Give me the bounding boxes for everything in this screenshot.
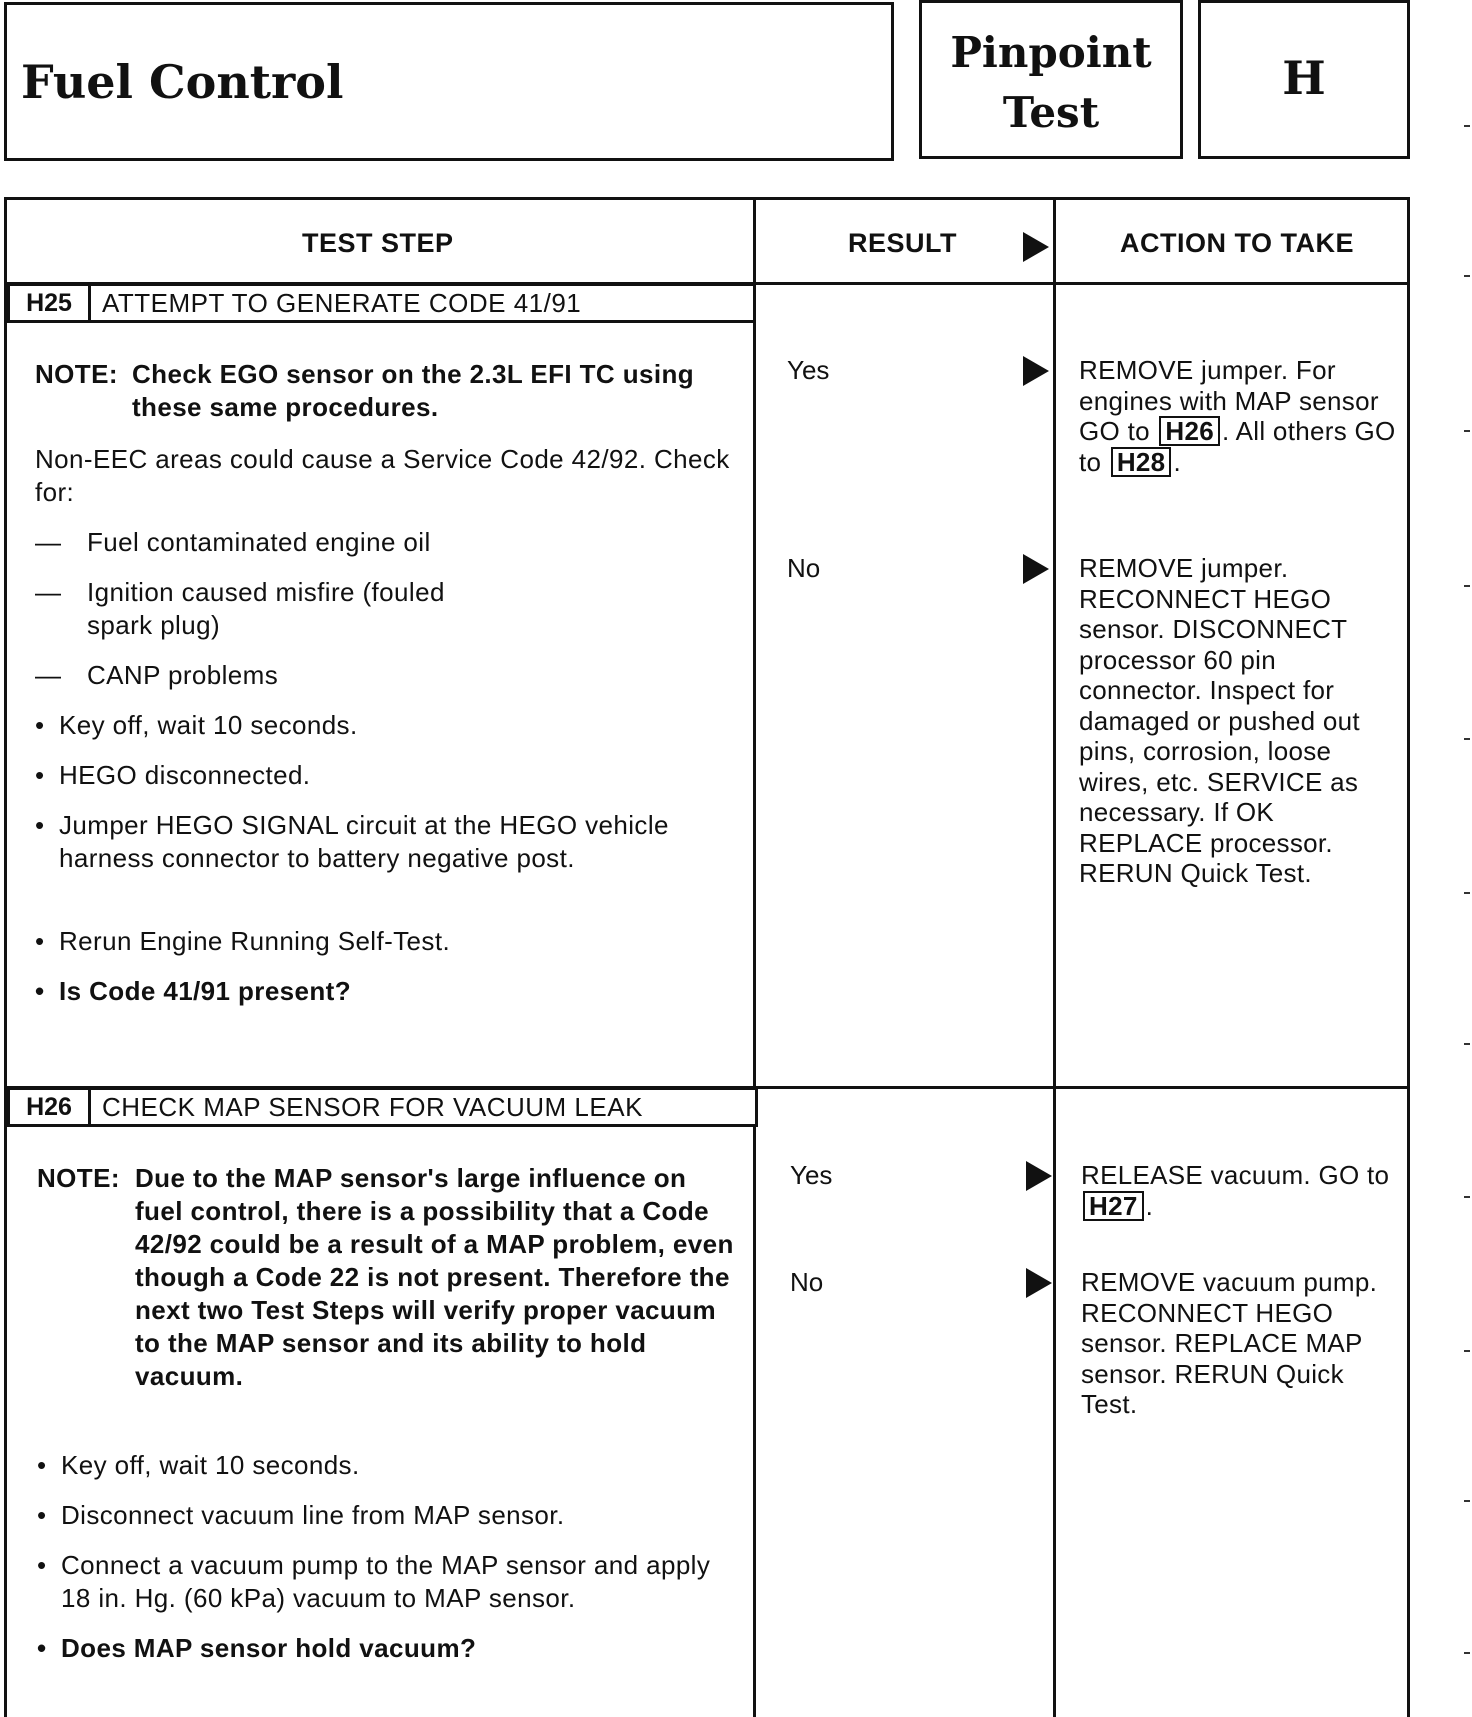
result-arrow-icon <box>1023 356 1049 386</box>
header-result: RESULT <box>848 228 957 258</box>
margin-tick <box>1464 1350 1470 1352</box>
step-title: CHECK MAP SENSOR FOR VACUUM LEAK <box>102 1092 643 1122</box>
page-title: Fuel Control <box>21 55 344 109</box>
margin-tick <box>1464 275 1470 277</box>
result-arrow-icon <box>1026 1161 1052 1191</box>
note-text: Due to the MAP sensor's large influence on fuel control, there is a possibility that a Code 42/92 could be a result of a MAP problem, even though a Code 22 is not present. Therefore the next two Test Steps will verify proper vacuum to the MAP sensor and its ability to hold vacuum. <box>135 1163 734 1391</box>
step-ref-h26: H26 <box>1159 416 1220 446</box>
pinpoint-label: Pinpoint Test <box>950 28 1152 137</box>
margin-tick <box>1464 892 1470 894</box>
margin-tick <box>1464 430 1470 432</box>
header-action: ACTION TO TAKE <box>1120 228 1354 258</box>
test-table: TEST STEP RESULT ACTION TO TAKE H25 ATTEMPT TO GENERATE CODE 41/91 NOTE: Check EGO sensor on the 2.3L EFI TC using these same procedures. Non-EEC areas could cause a Service Code 42/92. Check for: — Fuel contaminated engine oil — Ignition caused misfire (fouled spark plug) — CANP problems • Key off, wait 10 seconds. • HEGO disconnected. • Jumper HEGO SIGNAL circuit at the HEGO vehicle harness connector to battery negative post. • Rerun Engine Running Self-Test. • Is Code 41/91 present? Yes REMOVE jumper. For engines with MAP sensor GO to H26 . All others GO to H28 . No REMOVE jumper. RECONNECT HEGO sensor. DISCONNECT processor 60 pin connector. Inspect for damaged or pushed out pins, corrosion, loose wires, etc. SERVICE as necessary. If OK REPLACE processor. RERUN Quick Test. H26 CHECK MAP SENSOR FOR VACUUM LEAK NOTE: Due to the MAP sensor's large influence on fuel control, there is a possibility that a Code 42/92 could be a result of a MAP problem, even though a Code 22 is not present. Therefore the next two Test Steps will verify proper vacuum to the MAP sensor and its ability to hold vacuum. • Key off, wait 10 seconds. • Disconnect vacuum line from MAP sensor. • Connect a vacuum pump to the MAP sensor and apply 18 in. Hg. (60 kPa) vacuum to MAP sensor. • Does MAP sensor hold vacuum? Yes RELEASE vacuum. GO to H27 . No REMOVE vacuum pump. RECONNECT HEGO sensor. REPLACE MAP sensor. RERUN Quick Test. <box>4 197 1410 1717</box>
margin-tick <box>1464 125 1470 127</box>
result-yes: Yes <box>787 355 830 385</box>
margin-tick <box>1464 585 1470 587</box>
step-id: H26 <box>10 1090 91 1124</box>
result-arrow-icon <box>1023 554 1049 584</box>
action-yes: RELEASE vacuum. GO to H27 . <box>1081 1160 1390 1221</box>
step-intro: Non-EEC areas could cause a Service Code 42/92. Check for: <box>35 444 730 507</box>
margin-tick <box>1464 1196 1470 1198</box>
title-box <box>4 2 894 161</box>
test-code: H <box>1282 51 1326 105</box>
note-label: NOTE: <box>35 359 118 389</box>
action-no: REMOVE jumper. RECONNECT HEGO sensor. DISCONNECT processor 60 pin connector. Inspect for damaged or pushed out pins, corrosion, loose wires, etc. SERVICE as necessary. If OK REPLACE processor. RERUN Quick Test. <box>1079 553 1360 888</box>
margin-tick <box>1464 1043 1470 1045</box>
step-title: ATTEMPT TO GENERATE CODE 41/91 <box>102 288 582 318</box>
result-yes: Yes <box>790 1160 833 1190</box>
margin-tick <box>1464 1652 1470 1654</box>
step-ref-h27: H27 <box>1083 1191 1144 1221</box>
note-text: Check EGO sensor on the 2.3L EFI TC using these same procedures. <box>132 359 695 422</box>
step-header-h25 <box>7 283 756 323</box>
result-no: No <box>790 1267 824 1297</box>
step-id: H25 <box>10 286 91 320</box>
result-arrow-icon <box>1023 232 1049 262</box>
column-divider <box>753 200 756 1717</box>
test-code-box <box>1198 0 1410 159</box>
margin-tick <box>1464 1500 1470 1502</box>
margin-tick <box>1464 738 1470 740</box>
pinpoint-box <box>919 0 1183 159</box>
result-arrow-icon <box>1026 1268 1052 1298</box>
action-no: REMOVE vacuum pump. RECONNECT HEGO sensor. REPLACE MAP sensor. RERUN Quick Test. <box>1081 1267 1378 1419</box>
step-ref-h28: H28 <box>1111 447 1172 477</box>
action-yes: REMOVE jumper. For engines with MAP sensor GO to H26 . All others GO to H28 . <box>1079 355 1396 477</box>
column-divider <box>1053 200 1056 1717</box>
note-label: NOTE: <box>37 1163 120 1193</box>
header-test-step: TEST STEP <box>302 228 454 258</box>
result-no: No <box>787 553 821 583</box>
step-header-h26 <box>7 1087 758 1127</box>
